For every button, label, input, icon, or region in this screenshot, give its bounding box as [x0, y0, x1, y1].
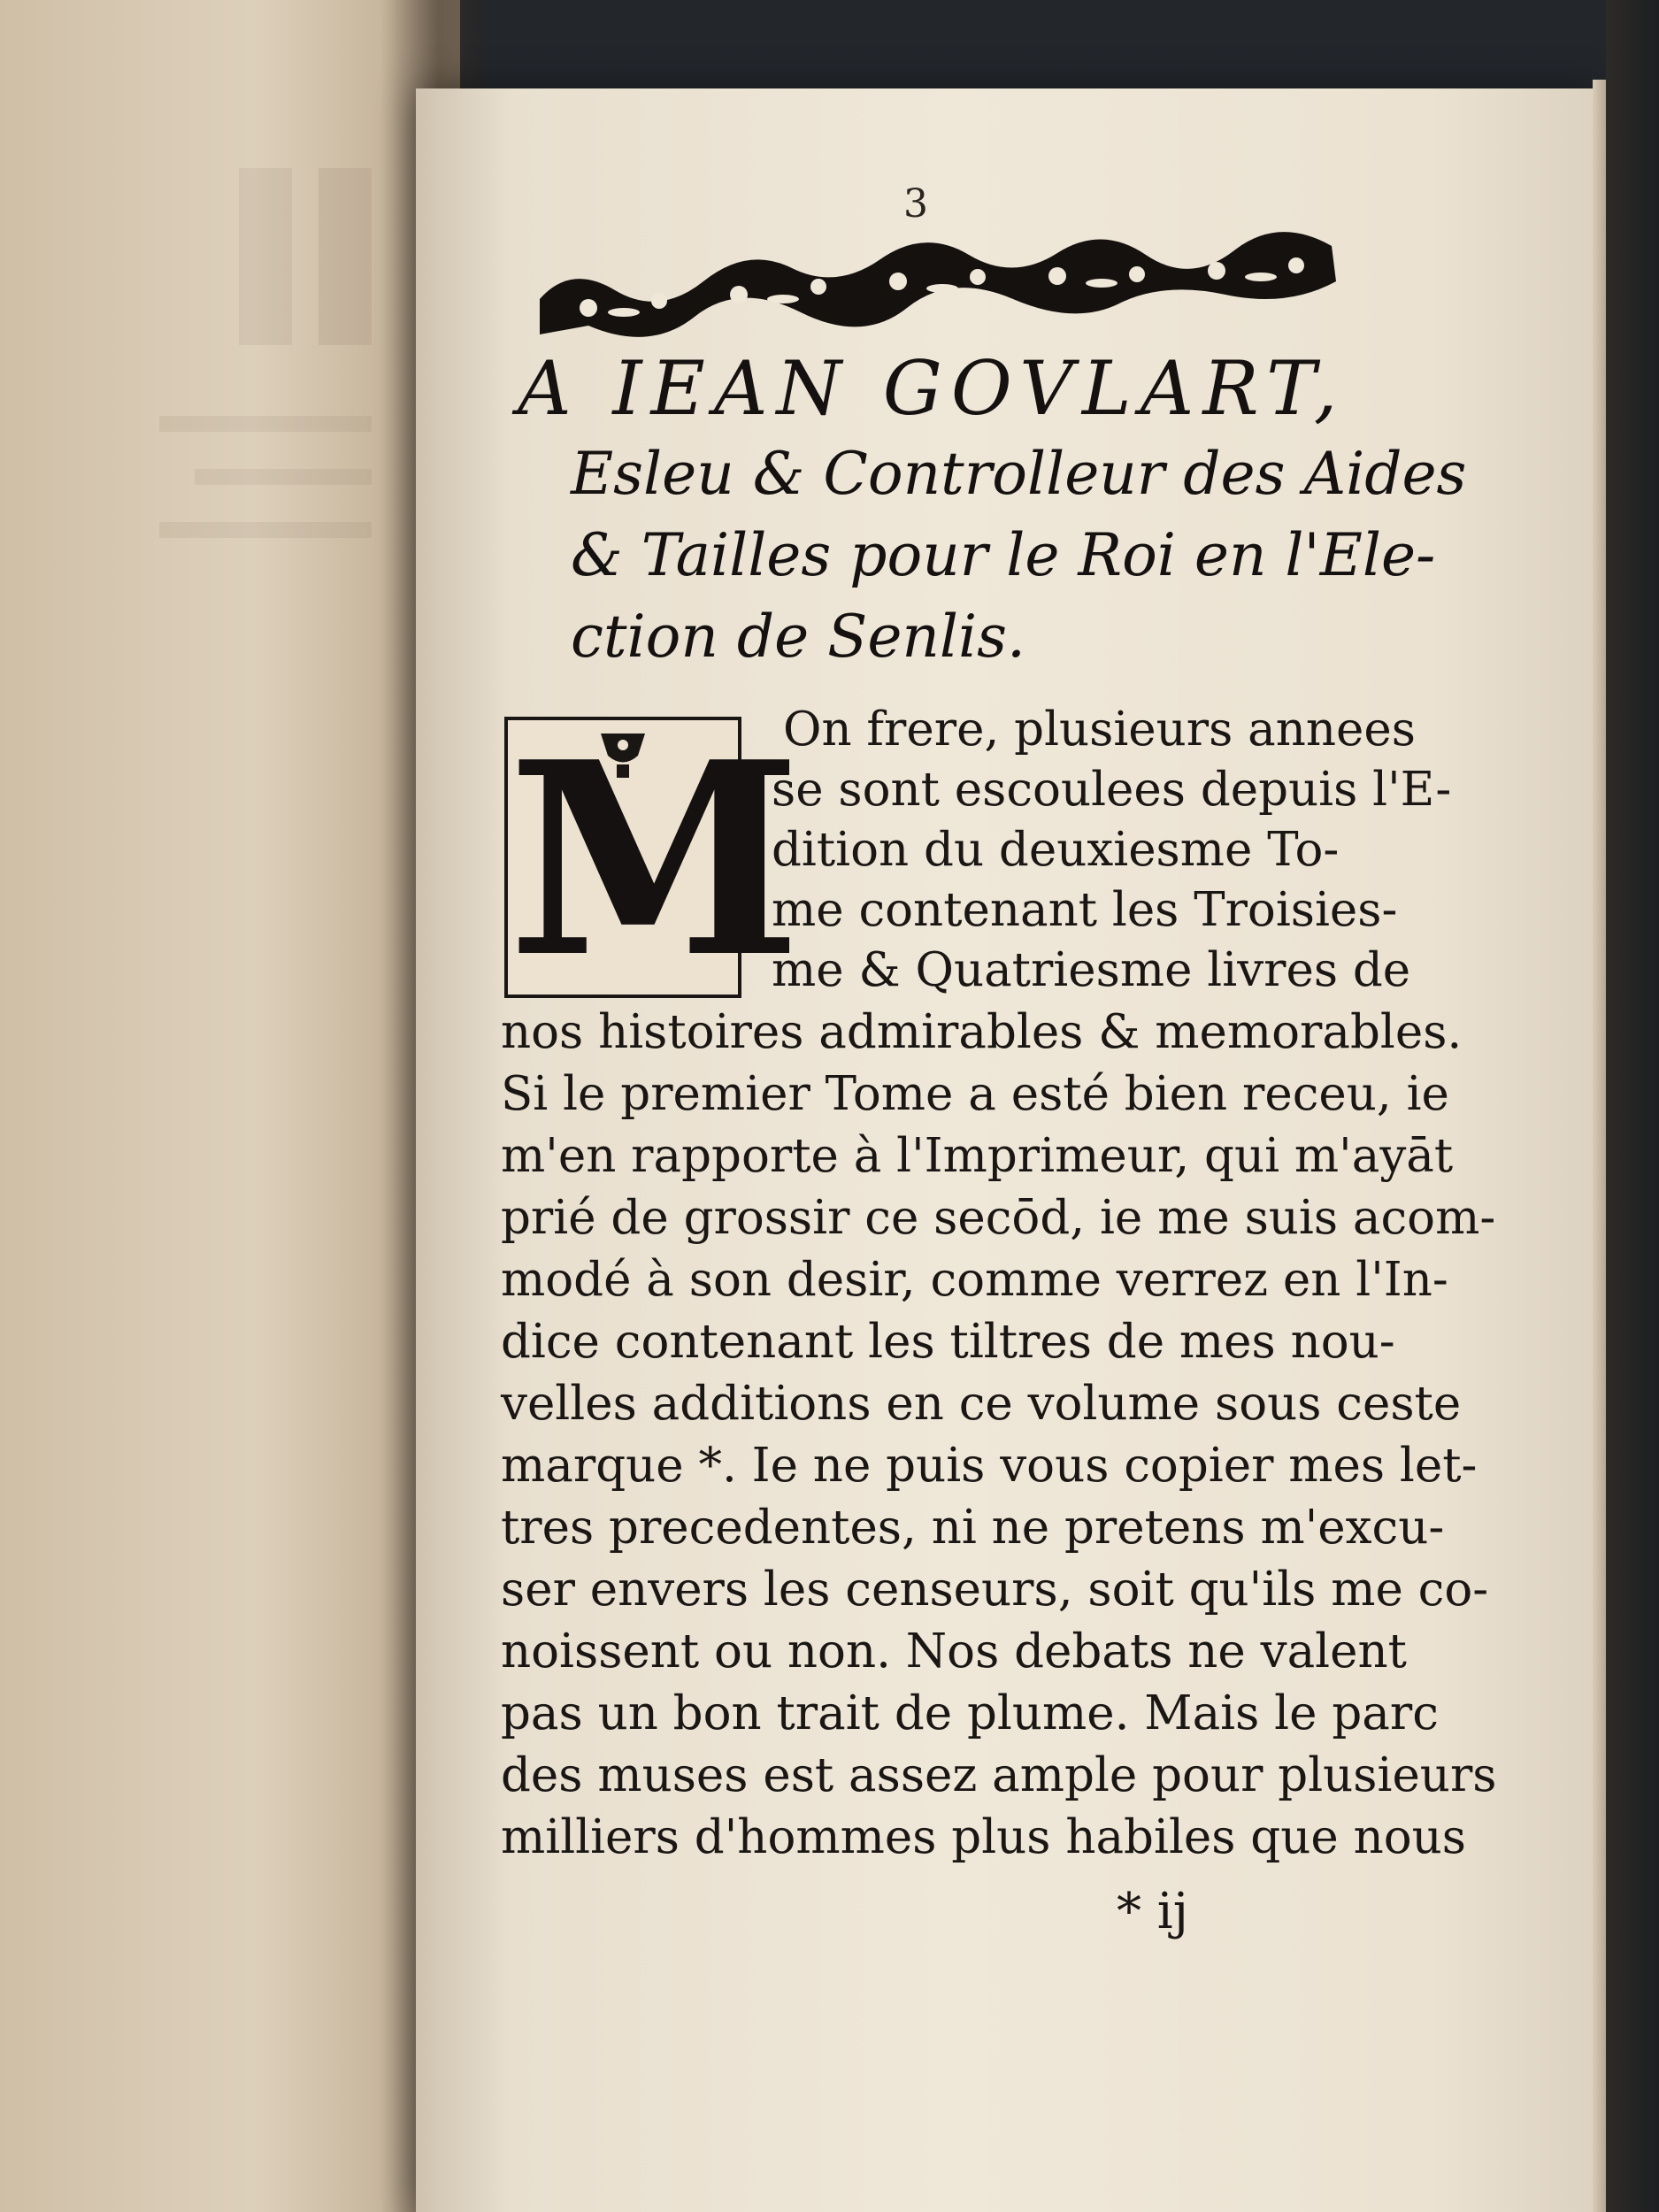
body-line: dition du deuxiesme To- [772, 823, 1340, 877]
body-line: m'en rapporte à l'Imprimeur, qui m'ayāt [501, 1129, 1454, 1183]
body-line: milliers d'hommes plus habiles que nous [501, 1810, 1466, 1864]
body-line: On frere, plusieurs annees [783, 703, 1416, 757]
body-line: dice contenant les tiltres de mes nou- [501, 1315, 1395, 1369]
heading-line-1: A IEAN GOVLART, [518, 345, 1347, 432]
dedication-heading [518, 345, 1467, 678]
page-number: 3 [903, 181, 928, 227]
body-line: me contenant les Troisies- [772, 883, 1398, 937]
body-line: velles additions en ce volume sous ceste [501, 1377, 1462, 1431]
body-line: pas un bon trait de plume. Mais le parc [501, 1686, 1439, 1740]
body-line: marque *. Ie ne puis vous copier mes let- [501, 1439, 1478, 1493]
heading-line-4: ction de Senlis. [571, 603, 1025, 671]
body-line: prié de grossir ce secōd, ie me suis acom- [501, 1191, 1496, 1245]
body-line: des muses est assez ample pour plusieurs [501, 1748, 1497, 1802]
ornamental-headpiece [535, 228, 1345, 339]
body-line: me & Quatriesme livres de [772, 943, 1411, 997]
drop-cap-letter: M [508, 703, 803, 1016]
body-line: nos histoires admirables & memorables. [501, 1005, 1463, 1059]
body-line: tres precedentes, ni ne pretens m'excu- [501, 1501, 1445, 1555]
signature-mark: * ij [1117, 1883, 1189, 1940]
bleed-through-ghost [124, 150, 389, 681]
drop-cap [504, 703, 803, 1016]
body-line: se sont escoulees depuis l'E- [772, 763, 1452, 817]
body-line: modé à son desir, comme verrez en l'In- [501, 1253, 1448, 1307]
body-line: noissent ou non. Nos debats ne valent [501, 1624, 1407, 1678]
right-shadow [1606, 0, 1659, 2212]
heading-line-2: Esleu & Controlleur des Aides [571, 440, 1467, 508]
body-line: Si le premier Tome a esté bien receu, ie [501, 1067, 1449, 1121]
heading-line-3: & Tailles pour le Roi en l'Ele- [571, 521, 1436, 589]
body-line: ser envers les censeurs, soit qu'ils me co- [501, 1563, 1489, 1617]
